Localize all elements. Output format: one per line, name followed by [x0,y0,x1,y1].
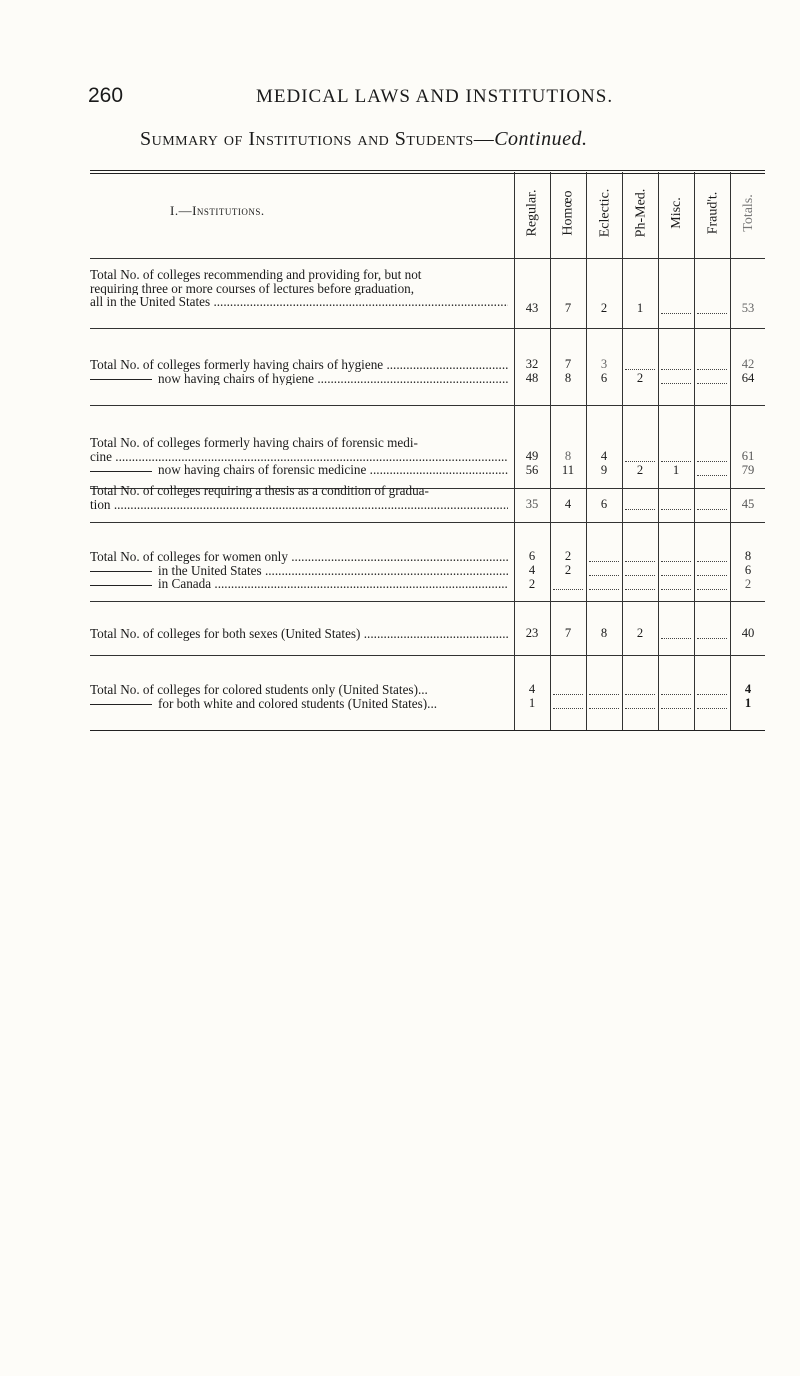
empty-cell [625,694,655,695]
col-divider [694,172,695,731]
col-divider [622,172,623,731]
row-label: Total No. of colleges formerly having chairs of hygiene ..... now having chairs of hygiene ..... [90,358,508,385]
table-cell: 53 [741,301,755,315]
col-divider [658,172,659,731]
table-cell: 2 [528,577,536,591]
table-cell: 4 [564,497,572,511]
table-cell: 35 [525,497,539,511]
col-head-totals: Totals. [741,194,757,232]
table-cell: 61 [741,449,755,463]
table-title [140,128,588,151]
empty-cell [697,575,727,576]
empty-cell [589,708,619,709]
table-cell: 1 [636,301,644,315]
row-rule [90,328,765,329]
table-cell: 45 [741,497,755,511]
table-cell: 8 [600,626,608,640]
table-cell: 8 [564,371,572,385]
row-rule [90,405,765,406]
empty-cell [661,638,691,639]
empty-cell [661,313,691,314]
row-label: Total No. of colleges for colored students only (United States)... for both white and colored students (United States)... [90,683,438,711]
empty-cell [697,383,727,384]
empty-cell [553,708,583,709]
table-cell: 32 [525,357,539,371]
empty-cell [661,461,691,462]
empty-cell [697,509,727,510]
empty-cell [589,561,619,562]
empty-cell [625,708,655,709]
table-cell: 2 [564,549,572,563]
empty-cell [553,589,583,590]
row-rule [90,601,765,602]
table-cell: 8 [744,549,752,563]
table-cell: 8 [564,449,572,463]
table-cell: 2 [636,626,644,640]
empty-cell [661,575,691,576]
table-cell: 7 [564,626,572,640]
table-cell: 7 [564,301,572,315]
row-label: Total No. of colleges for women only ..... in the United States ..... in Canada ..... [90,550,508,591]
empty-cell [697,561,727,562]
col-head-regular: Regular. [525,189,541,237]
row-label: Total No. of colleges formerly having chairs of forensic medi- cine ..... now having chairs of forensic medicine ..... [90,436,508,477]
empty-cell [697,708,727,709]
row-rule [90,522,765,523]
running-head: MEDICAL LAWS AND INSTITUTIONS. [256,86,614,107]
table-cell: 23 [525,626,539,640]
empty-cell [697,475,727,476]
row-label: Total No. of colleges requiring a thesis as a condition of gradua- tion ..... [90,484,508,511]
table-cell: 6 [744,563,752,577]
page-number: 260 [88,84,124,107]
empty-cell [697,589,727,590]
empty-cell [625,589,655,590]
empty-cell [661,589,691,590]
empty-cell [589,694,619,695]
empty-cell [661,694,691,695]
table-cell: 79 [741,463,755,477]
table-cell: 6 [528,549,536,563]
empty-cell [625,509,655,510]
table-cell: 1 [528,696,536,710]
empty-cell [625,561,655,562]
table-cell: 4 [528,563,536,577]
row-label: Total No. of colleges for both sexes (United States) ..... [90,627,508,641]
table-cell: 7 [564,357,572,371]
table-cell: 11 [561,463,575,477]
empty-cell [661,708,691,709]
table-cell: 6 [600,497,608,511]
table-cell: 2 [636,463,644,477]
empty-cell [697,313,727,314]
table-cell: 3 [600,357,608,371]
col-head-fraud: Fraud't. [705,191,721,235]
empty-cell [697,638,727,639]
empty-cell [589,575,619,576]
empty-cell [625,461,655,462]
table-cell: 42 [741,357,755,371]
table-cell: 56 [525,463,539,477]
empty-cell [661,383,691,384]
header-rule [90,258,765,259]
table-cell: 2 [600,301,608,315]
col-head-eclectic: Eclectic. [597,188,613,238]
top-rule [90,170,765,171]
title-suffix: Continued. [494,128,588,150]
empty-cell [625,575,655,576]
table-cell: 40 [741,626,755,640]
table-cell: 4 [528,682,536,696]
empty-cell [625,369,655,370]
row-label: Total No. of colleges recommending and providing for, but not requiring three or more courses of lectures before graduation, all in the United States ..... [90,268,508,309]
col-head-misc: Misc. [669,197,684,229]
bottom-rule [90,730,765,731]
table-cell: 1 [672,463,680,477]
col-head-phmed: Ph-Med. [633,188,648,238]
table-cell: 48 [525,371,539,385]
table-cell: 49 [525,449,539,463]
table-cell: 4 [600,449,608,463]
empty-cell [553,694,583,695]
table-cell: 43 [525,301,539,315]
table-cell: 4 [744,682,752,696]
empty-cell [661,561,691,562]
section-heading: I.—Institutions. [170,203,265,218]
empty-cell [589,589,619,590]
table-cell: 9 [600,463,608,477]
empty-cell [661,509,691,510]
table-cell: 1 [744,696,752,710]
table-cell: 64 [741,371,755,385]
empty-cell [697,694,727,695]
title-prefix: Summary of Institutions and Students— [140,128,495,150]
row-rule [90,655,765,656]
table-cell: 2 [636,371,644,385]
table-cell: 6 [600,371,608,385]
col-head-homoeo: Homœo [561,190,576,236]
empty-cell [661,369,691,370]
empty-cell [697,369,727,370]
table-cell: 2 [744,577,752,591]
table-cell: 2 [564,563,572,577]
empty-cell [697,461,727,462]
